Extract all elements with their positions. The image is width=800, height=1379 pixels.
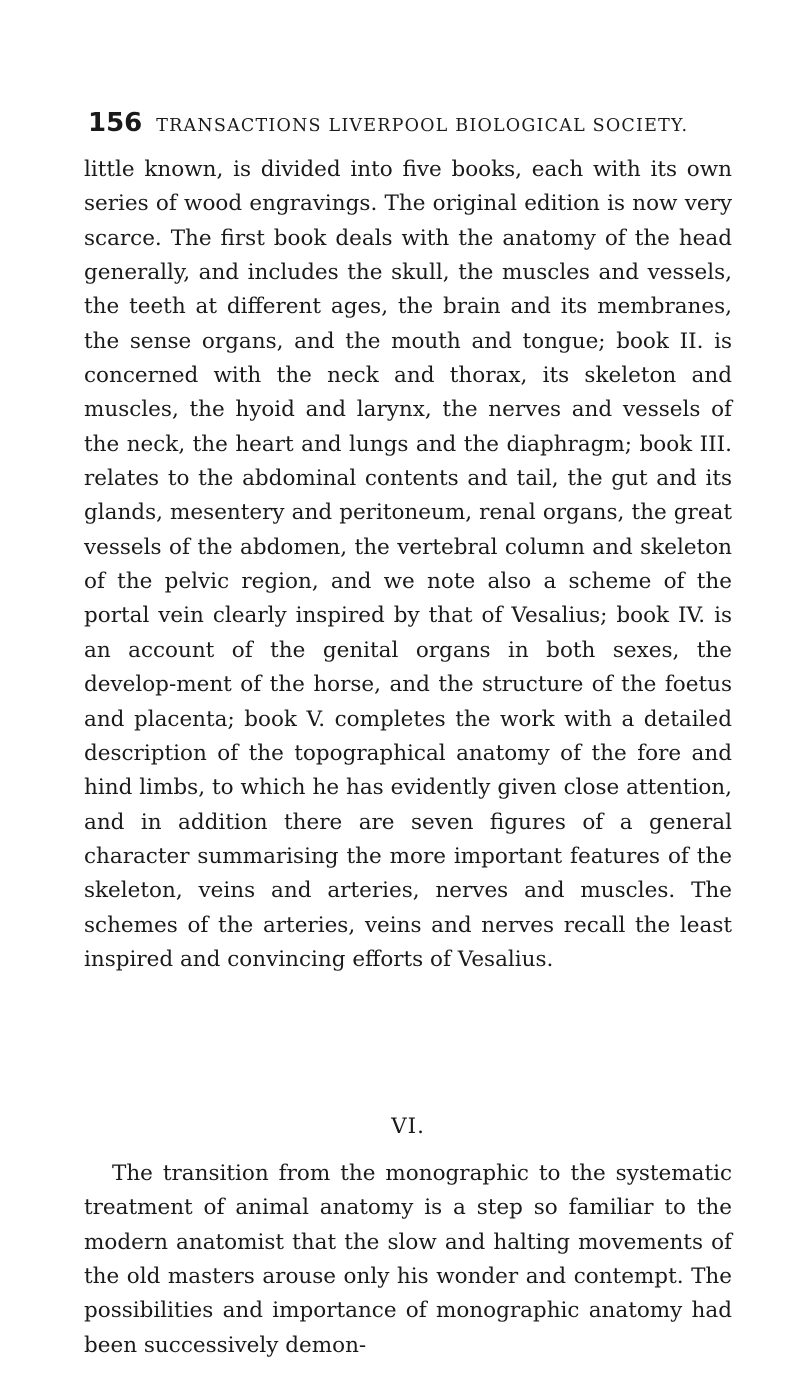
running-head [88, 108, 728, 148]
section-heading: VI. [391, 1114, 425, 1139]
journal-title: TRANSACTIONS LIVERPOOL BIOLOGICAL SOCIETY. [156, 116, 689, 136]
body-paragraph-1: little known, is divided into five books, each with its own series of wood engravings. The original edition is now very scarce. The first book deals with the anatomy of the head generally, and includes the skull, the muscles and vessels, the teeth at different ages, the brain and its membranes, the sense organs, and the mouth and tongue; book II. is concerned with the neck and thorax, its skeleton and muscles, the hyoid and larynx, the nerves and vessels of the neck, the heart and lungs and the diaphragm; book III. relates to the abdominal contents and tail, the gut and its glands, mesentery and peritoneum, renal organs, the great vessels of the abdomen, the vertebral column and skeleton of the pelvic region, and we note also a scheme of the portal vein clearly inspired by that of Vesalius; book IV. is an account of the genital organs in both sexes, the develop-ment of the horse, and the structure of the foetus and placenta; book V. completes the work with a detailed description of the topographical anatomy of the fore and hind limbs, to which he has evidently given close attention, and in addition there are seven figures of a general character summarising the more important features of the skeleton, veins and arteries, nerves and muscles. The schemes of the arteries, veins and nerves recall the least inspired and convincing efforts of Vesalius. [84, 157, 732, 972]
page-number: 156 [88, 108, 143, 138]
body-paragraph-2: The transition from the monographic to the systematic treatment of animal anatomy is a step so familiar to the modern anatomist that the slow and halting movements of the old masters arouse only his wonder and contempt. The possibilities and importance of monographic anatomy had been successively demon- [84, 1161, 732, 1358]
